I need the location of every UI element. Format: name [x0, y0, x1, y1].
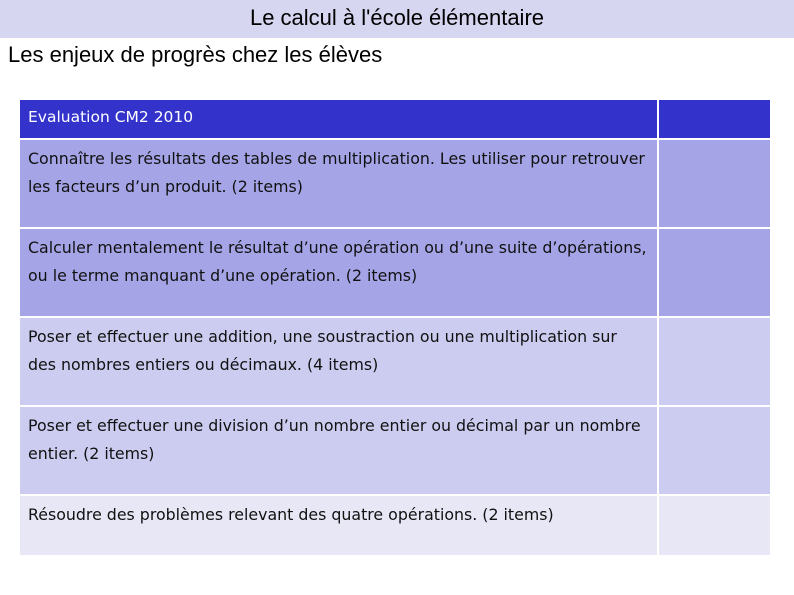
value-text: [659, 140, 770, 145]
evaluation-table: [18, 98, 772, 557]
table-header-row: [19, 99, 771, 139]
skill-text: Connaître les résultats des tables de multiplication. Les utiliser pour retrouver les facteurs d’un produit. (2 items): [28, 149, 645, 196]
table-heading: Evaluation CM2 2010: [28, 108, 194, 126]
skill-text: Résoudre des problèmes relevant des quatre opérations. (2 items): [28, 505, 554, 524]
table-cell-skill: [19, 406, 658, 495]
skill-text: Poser et effectuer une division d’un nombre entier ou décimal par un nombre entier. (2 items): [28, 416, 641, 463]
table-row: [19, 406, 771, 495]
table-row: [19, 228, 771, 317]
table-row: [19, 317, 771, 406]
value-text: [659, 318, 770, 323]
table-cell-skill: [19, 495, 658, 556]
page-subtitle: Les enjeux de progrès chez les élèves: [8, 42, 383, 67]
table-cell-value: [658, 139, 771, 228]
value-text: [659, 229, 770, 234]
value-text: [659, 407, 770, 412]
table-row: [19, 495, 771, 556]
table-cell-value: [658, 228, 771, 317]
value-text: [659, 496, 770, 501]
table-heading-right: [659, 100, 770, 108]
skill-text: Poser et effectuer une addition, une soustraction ou une multiplication sur des nombres entiers ou décimaux. (4 items): [28, 327, 617, 374]
table-cell-skill: [19, 317, 658, 406]
skill-text: Calculer mentalement le résultat d’une opération ou d’une suite d’opérations, ou le terme manquant d’une opération. (2 items): [28, 238, 647, 285]
table-cell-skill: [19, 228, 658, 317]
table-row: [19, 139, 771, 228]
table-cell-value: [658, 406, 771, 495]
table-header-right-cell: [658, 99, 771, 139]
page-title: Le calcul à l'école élémentaire: [249, 5, 545, 30]
table-cell-value: [658, 495, 771, 556]
table-header-cell: [19, 99, 658, 139]
table-cell-value: [658, 317, 771, 406]
table-cell-skill: [19, 139, 658, 228]
